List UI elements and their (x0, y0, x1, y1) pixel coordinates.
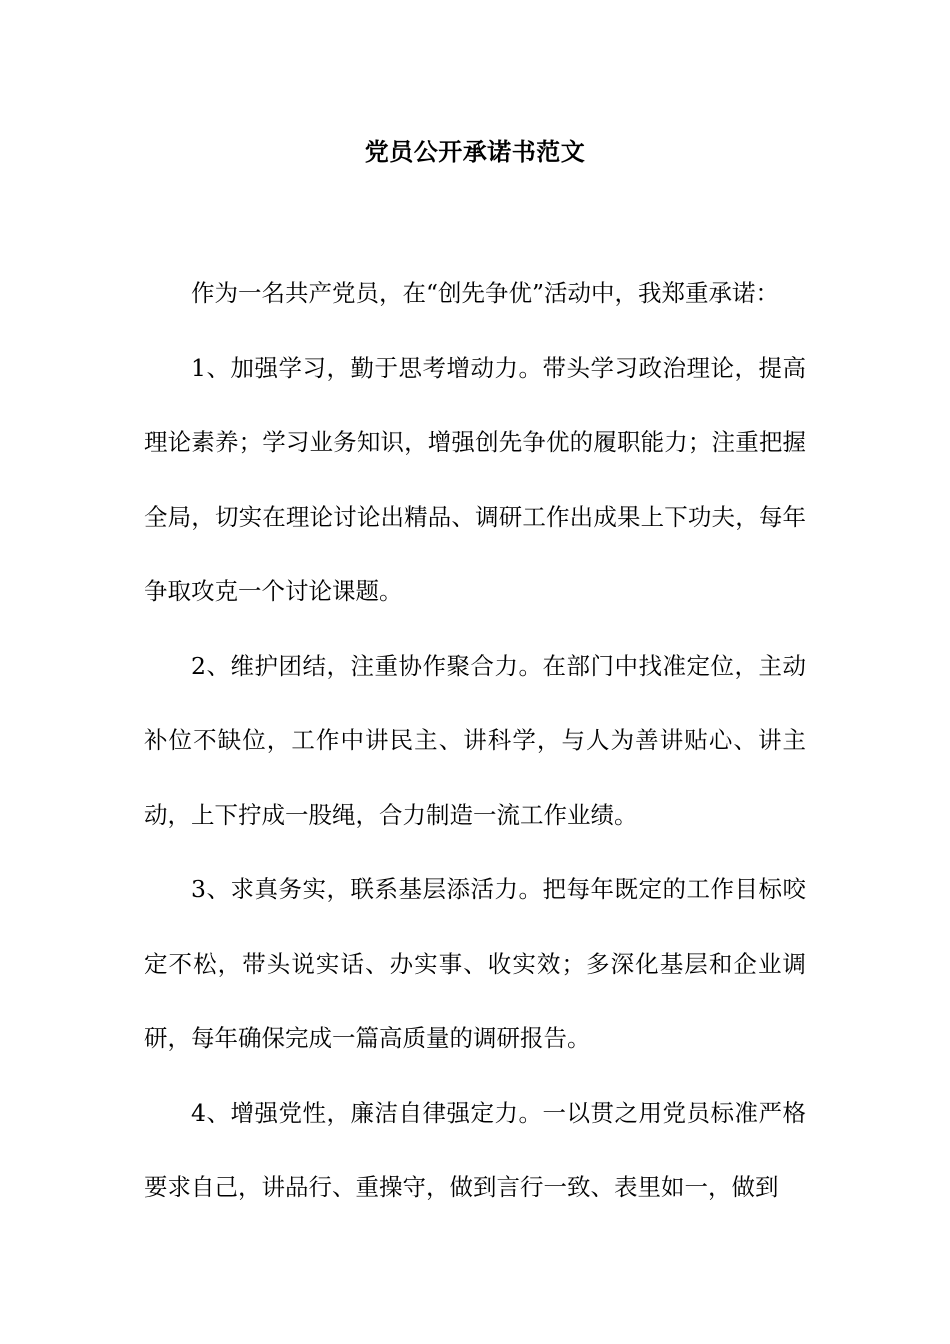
document-title: 党员公开承诺书范文 (364, 137, 586, 166)
paragraph-intro: 作为一名共产党员，在“创先争优”活动中，我郑重承诺： (191, 279, 780, 307)
document-body (144, 256, 806, 1225)
paragraph-commitment-2: 2、维护团结，注重协作聚合力。在部门中找准定位，主动补位不缺位，工作中讲民主、讲科学，与人为善讲贴心、讲主动，上下拧成一股绳，合力制造一流工作业绩。 (144, 651, 806, 829)
paragraph-commitment-3: 3、求真务实，联系基层添活力。把每年既定的工作目标咬定不松，带头说实话、办实事、收实效；多深化基层和企业调研，每年确保完成一篇高质量的调研报告。 (144, 875, 806, 1052)
paragraph-commitment-4: 4、增强党性，廉洁自律强定力。一以贯之用党员标准严格要求自己，讲品行、重操守，做到言行一致、表里如一，做到 (144, 1098, 806, 1201)
paragraph-commitment-1: 1、加强学习，勤于思考增动力。带头学习政治理论，提高理论素养；学习业务知识，增强创先争优的履职能力；注重把握全局，切实在理论讨论出精品、调研工作出成果上下功夫，每年争取攻克一个讨论课题。 (144, 353, 806, 605)
